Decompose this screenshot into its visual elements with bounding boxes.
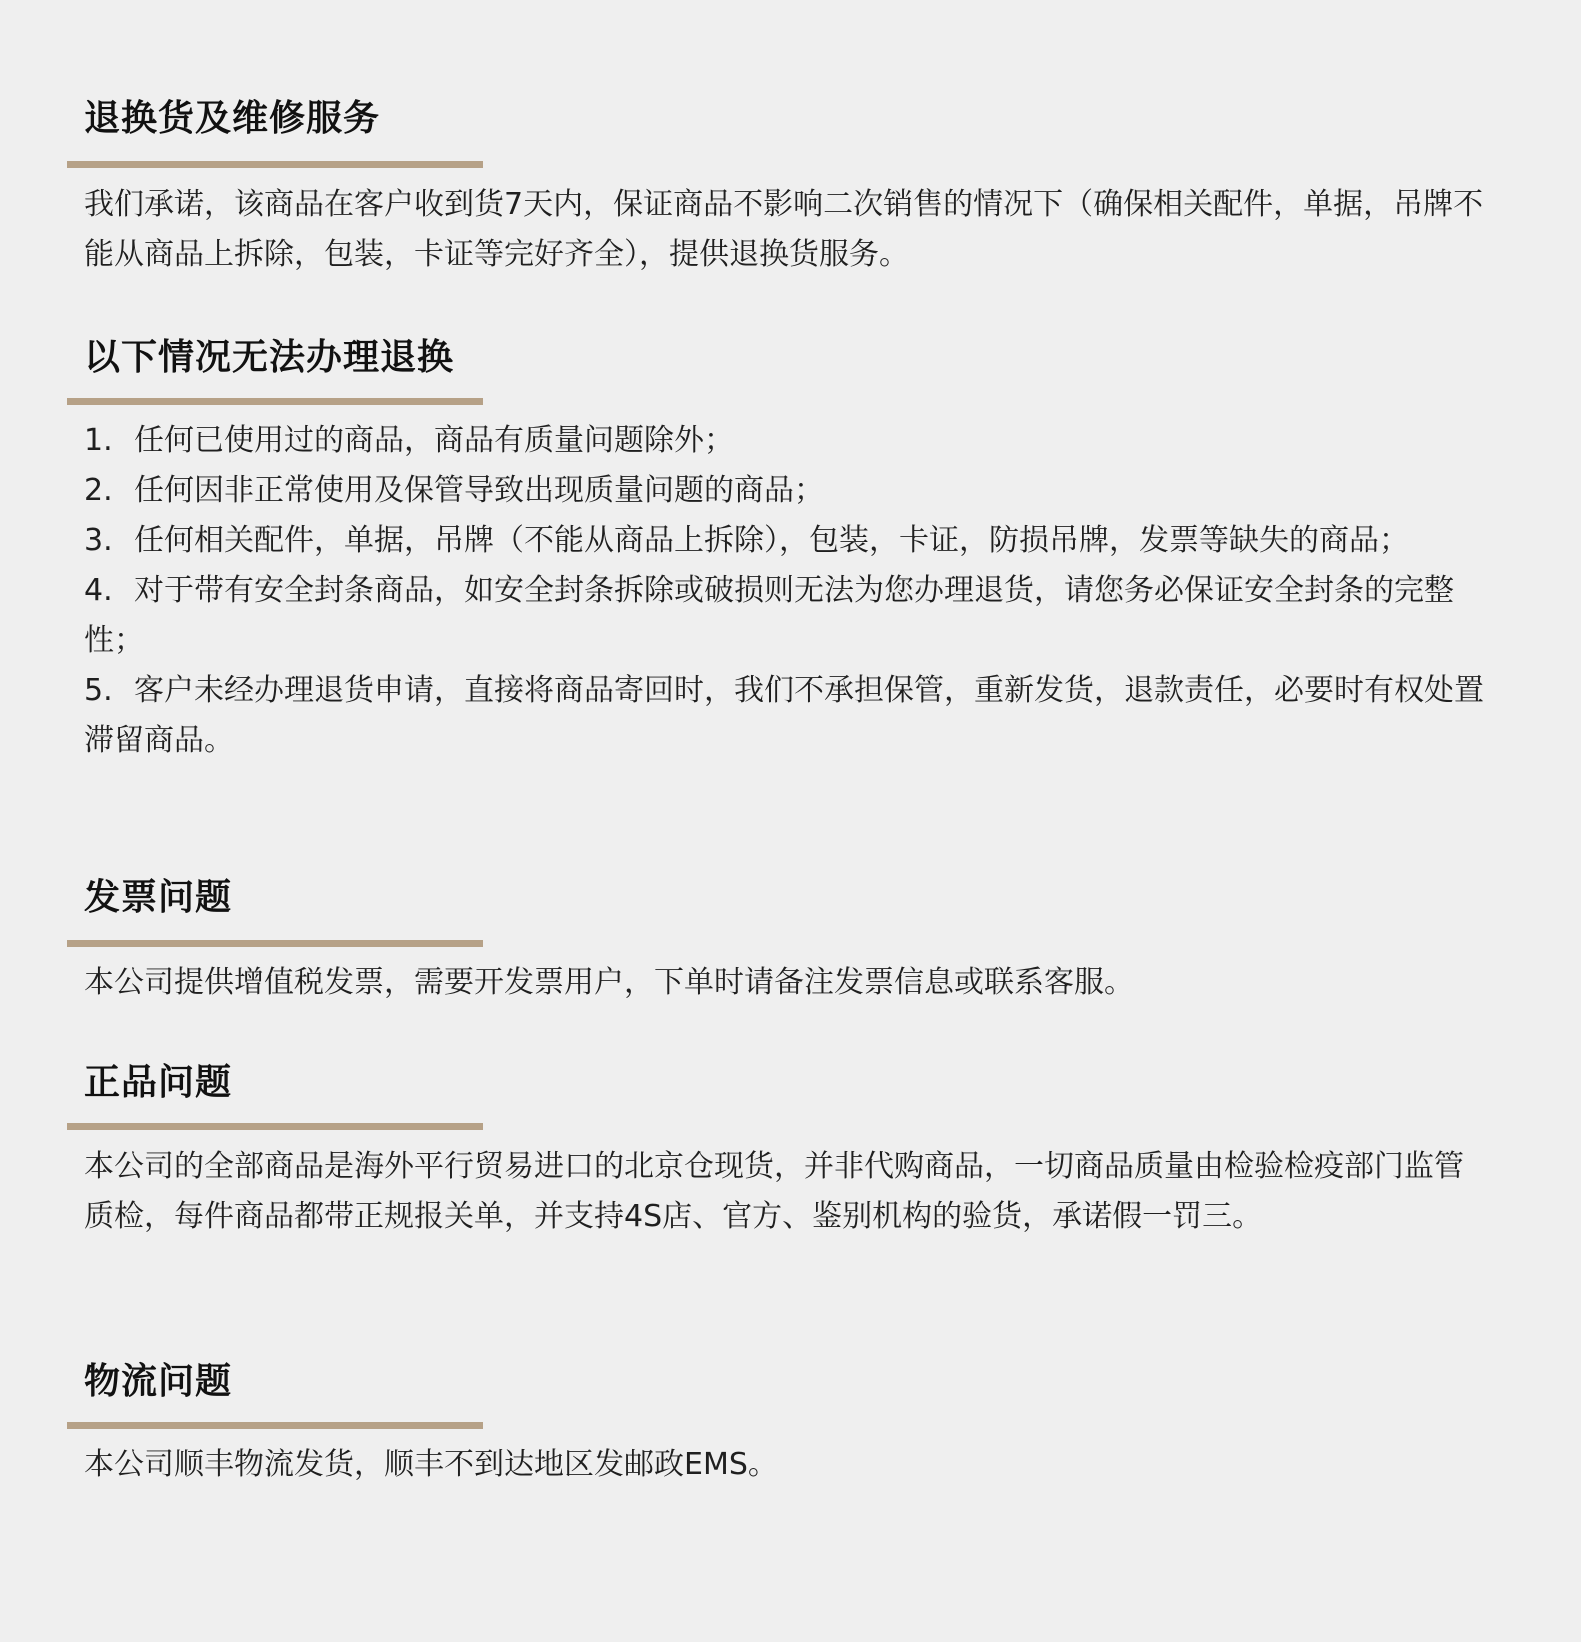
list-number: 5. [84, 673, 113, 708]
list-text: 任何相关配件，单据，吊牌（不能从商品上拆除），包装，卡证，防损吊牌，发票等缺失的商品； [134, 523, 1409, 558]
section-body [84, 958, 1488, 1008]
section-title: 以下情况无法办理退换 [84, 337, 455, 378]
paragraph: 本公司提供增值税发票，需要开发票用户，下单时请备注发票信息或联系客服。 [84, 965, 1134, 1000]
section-title: 发票问题 [84, 877, 233, 918]
list-text: 任何已使用过的商品，商品有质量问题除外； [134, 423, 734, 458]
section-body [84, 180, 1488, 280]
paragraph: 本公司顺丰物流发货，顺丰不到达地区发邮政EMS。 [84, 1447, 778, 1482]
section-divider [67, 1123, 483, 1130]
section-divider [67, 398, 483, 405]
list-item [84, 666, 1488, 766]
section-title: 退换货及维修服务 [84, 98, 381, 139]
list-item [84, 516, 1488, 566]
list-text: 客户未经办理退货申请，直接将商品寄回时，我们不承担保管，重新发货，退款责任，必要时有权处置滞留商品。 [84, 673, 1484, 758]
list-item [84, 566, 1488, 666]
list-number: 2. [84, 473, 113, 508]
exclusion-list [84, 416, 1488, 766]
section-body [84, 416, 1488, 766]
list-number: 1. [84, 423, 113, 458]
list-number: 3. [84, 523, 113, 558]
list-item [84, 416, 1488, 466]
section-title: 物流问题 [84, 1361, 233, 1402]
section-title: 正品问题 [84, 1062, 233, 1103]
list-item [84, 466, 1488, 516]
paragraph: 我们承诺，该商品在客户收到货7天内，保证商品不影响二次销售的情况下（确保相关配件，单据，吊牌不能从商品上拆除，包装，卡证等完好齐全），提供退换货服务。 [84, 187, 1484, 272]
paragraph: 本公司的全部商品是海外平行贸易进口的北京仓现货，并非代购商品，一切商品质量由检验检疫部门监管质检，每件商品都带正规报关单，并支持4S店、官方、鉴别机构的验货，承诺假一罚三。 [84, 1149, 1464, 1234]
list-text: 任何因非正常使用及保管导致出现质量问题的商品； [134, 473, 824, 508]
section-body [84, 1142, 1488, 1242]
section-divider [67, 940, 483, 947]
section-body [84, 1440, 1488, 1490]
section-divider [67, 161, 483, 168]
list-text: 对于带有安全封条商品，如安全封条拆除或破损则无法为您办理退货，请您务必保证安全封条的完整性； [84, 573, 1454, 658]
section-divider [67, 1422, 483, 1429]
list-number: 4. [84, 573, 113, 608]
